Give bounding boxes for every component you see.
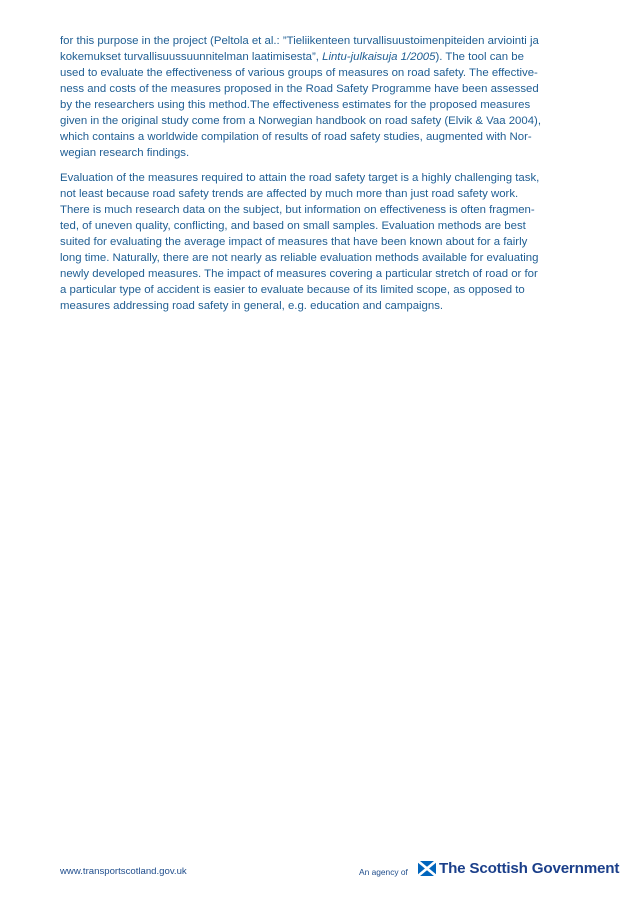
text-line: measures addressing road safety in general, e.g. education and campaigns. — [60, 300, 444, 313]
text-line: suited for evaluating the average impact of measures that have been known about for a fairly — [60, 236, 528, 249]
text-line: Evaluation of the measures required to attain the road safety target is a highly challenging task, — [60, 172, 540, 185]
citation: Lintu-julkaisuja 1/2005 — [322, 51, 436, 64]
text-line: wegian research findings. — [60, 147, 190, 160]
text-line: used to evaluate the effectiveness of various groups of measures on road safety. The effective- — [60, 67, 538, 80]
agency-label: An agency of — [359, 867, 408, 877]
text-segment: ). The tool can be — [435, 51, 524, 64]
text-line — [60, 49, 607, 65]
text-line: ness and costs of the measures proposed in the Road Safety Programme have been assessed — [60, 83, 539, 96]
text-line: given in the original study come from a Norwegian handbook on road safety (Elvik & Vaa 2004), — [60, 115, 541, 128]
government-name: The Scottish Government — [439, 860, 620, 877]
text-segment: kokemukset turvallisuussuunnitelman laatimisesta”, — [60, 51, 319, 64]
page-footer — [60, 860, 620, 882]
main-text — [60, 33, 607, 314]
paragraph-1 — [60, 33, 607, 161]
text-line: which contains a worldwide compilation of results of road safety studies, augmented with Nor- — [60, 131, 532, 144]
text-line: not least because road safety trends are affected by much more than just road safety work. — [60, 188, 519, 201]
text-line: a particular type of accident is easier to evaluate because of its limited scope, as opposed to — [60, 284, 525, 297]
text-line: ted, of uneven quality, conflicting, and based on small samples. Evaluation methods are best — [60, 220, 526, 233]
text-line: newly developed measures. The impact of measures covering a particular stretch of road or for — [60, 268, 538, 281]
saltire-flag-icon — [418, 861, 436, 876]
paragraph-2 — [60, 170, 607, 314]
text-line: There is much research data on the subject, but information on effectiveness is often fragmen- — [60, 204, 535, 217]
text-line: by the researchers using this method.The effectiveness estimates for the proposed measures — [60, 99, 531, 112]
website-link[interactable]: www.transportscotland.gov.uk — [60, 866, 187, 877]
text-line: long time. Naturally, there are not nearly as reliable evaluation methods available for evaluating — [60, 252, 539, 265]
text-line: for this purpose in the project (Peltola et al.: ”Tieliikenteen turvallisuustoimenpiteiden arviointi ja — [60, 35, 539, 47]
